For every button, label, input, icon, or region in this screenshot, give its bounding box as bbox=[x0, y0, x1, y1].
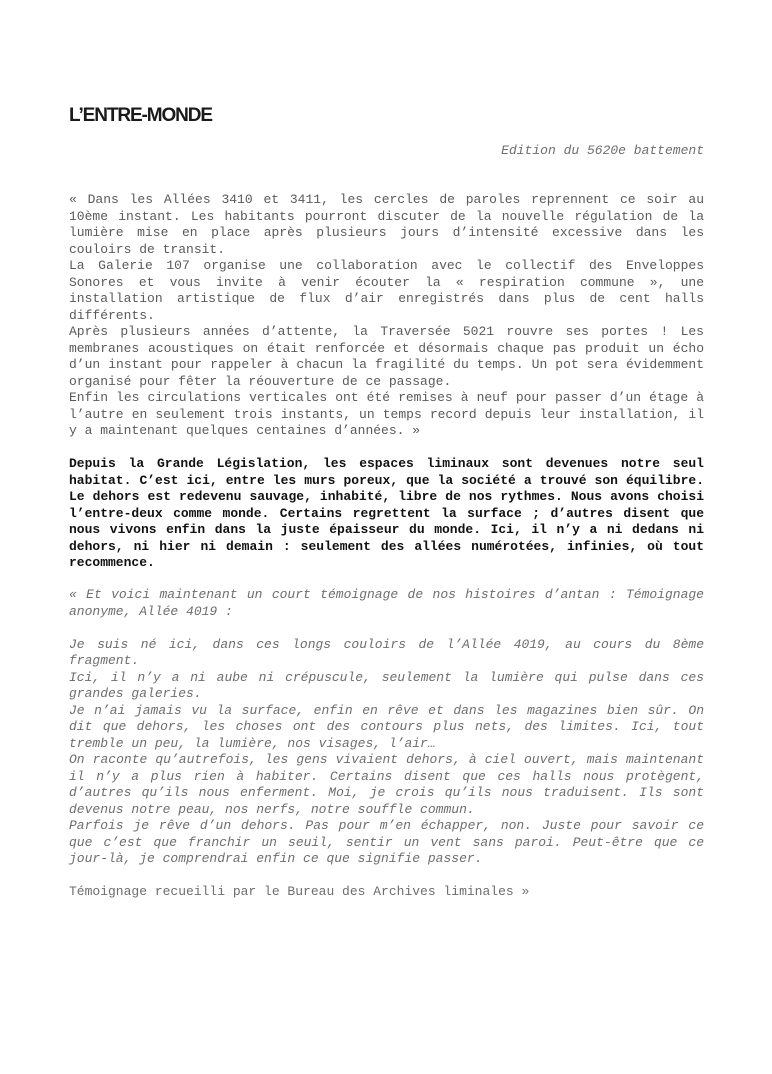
edition-line: Edition du 5620e battement bbox=[501, 143, 704, 158]
testimony-paragraph: Parfois je rêve d’un dehors. Pas pour m’en échapper, non. Juste pour savoir ce que c’est que franchir un seuil, sentir un vent sans paroi. Peut-être que ce jour-là, je comprendrai enfin ce que signifie passer. bbox=[69, 818, 704, 866]
testimony-paragraph: On raconte qu’autrefois, les gens vivaient dehors, à ciel ouvert, mais maintenant il n’y a plus rien à habiter. Certains disent que ces halls nous protègent, d’autres qu’ils nous enferment. Moi, je crois qu’ils nous traduisent. Ils sont devenus notre peau, nos nerfs, notre souffle commun. bbox=[69, 752, 704, 817]
news-bulletin bbox=[69, 192, 704, 440]
masthead-title: L’ENTRE-MONDE bbox=[69, 105, 212, 126]
credit-line: Témoignage recueilli par le Bureau des Archives liminales » bbox=[69, 884, 530, 899]
testimony-heading: « Et voici maintenant un court témoignage de nos histoires d’antan : Témoignage anonyme, Allée 4019 : bbox=[69, 587, 704, 619]
intro-section bbox=[69, 456, 704, 572]
news-paragraph: Après plusieurs années d’attente, la Traversée 5021 rouvre ses portes ! Les membranes acoustiques on était renforcée et désormais chaque pas produit un écho d’un instant pour rappeler à chacun la fragilité du temps. Un pot sera évidemment organisé pour fêter la réouverture de ce passage. bbox=[69, 324, 704, 389]
news-paragraph: La Galerie 107 organise une collaboration avec le collectif des Enveloppes Sonores et vous invite à venir écouter la « respiration commune », une installation artistique de flux d’air enregistrés dans plus de cent halls différents. bbox=[69, 258, 704, 323]
testimony-credit bbox=[69, 884, 704, 901]
news-paragraph: « Dans les Allées 3410 et 3411, les cercles de paroles reprennent ce soir au 10ème instant. Les habitants pourront discuter de la nouvelle régulation de la lumière mise en place après plusieurs jours d’intensité excessive dans les couloirs de transit. bbox=[69, 192, 704, 257]
testimony-section bbox=[69, 587, 704, 868]
testimony-paragraph: Je suis né ici, dans ces longs couloirs de l’Allée 4019, au cours du 8ème fragment. bbox=[69, 636, 704, 668]
intro-paragraph: Depuis la Grande Législation, les espaces liminaux sont devenues notre seul habitat. C’est ici, entre les murs poreux, que la société a trouvé son équilibre. Le dehors est redevenu sauvage, inhabité, libre de nos rythmes. Nous avons choisi l’entre-deux comme monde. Certains regrettent la surface ; d’autres disent que nous vivons enfin dans la juste épaisseur du monde. Ici, il n’y a ni dedans ni dehors, ni hier ni demain : seulement des allées numérotées, infinies, où tout recommence. bbox=[69, 456, 704, 570]
testimony-paragraph: Je n’ai jamais vu la surface, enfin en rêve et dans les magazines bien sûr. On dit que dehors, les choses ont des contours plus nets, des limites. Ici, tout tremble un peu, la lumière, nos visages, l’air… bbox=[69, 702, 704, 751]
testimony-paragraph: Ici, il n’y a ni aube ni crépuscule, seulement la lumière qui pulse dans ces grandes galeries. bbox=[69, 669, 704, 701]
news-paragraph: Enfin les circulations verticales ont été remises à neuf pour passer d’un étage à l’autre en seulement trois instants, un temps record depuis leur installation, il y a maintenant quelques centaines d’années. » bbox=[69, 390, 704, 438]
